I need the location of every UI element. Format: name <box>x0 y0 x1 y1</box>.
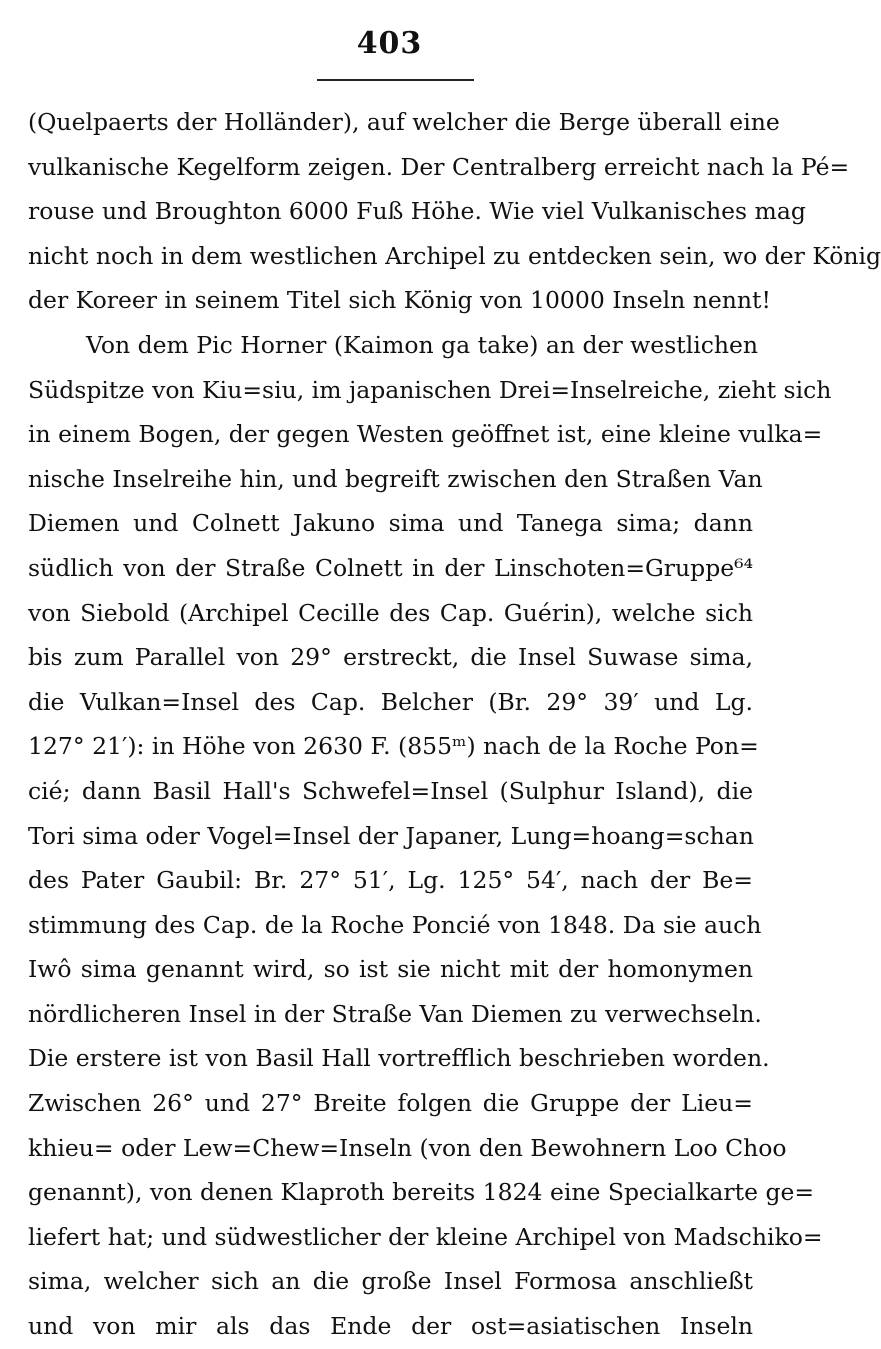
text-line: der Koreer in seinem Titel sich König von 10000 Inseln nennt! <box>28 286 771 315</box>
text-line: Die erstere ist von Basil Hall vortrefflich beschrieben worden. <box>28 1044 770 1073</box>
text-line: nicht noch in dem westlichen Archipel zu entdecken sein, wo der König <box>28 241 881 270</box>
text-line: nördlicheren Insel in der Straße Van Diemen zu verwechseln. <box>28 999 762 1028</box>
page-number: 403 <box>356 26 423 61</box>
text-line: liefert hat; und südwestlicher der kleine Archipel von Madschiko= <box>28 1222 823 1251</box>
text-line: Von dem Pic Horner (Kaimon ga take) an der westlichen <box>86 330 759 359</box>
text-line: in einem Bogen, der gegen Westen geöffnet ist, eine kleine vulka= <box>28 420 823 449</box>
text-line: (Quelpaerts der Holländer), auf welcher die Berge überall eine <box>28 108 780 136</box>
text-line: Diemen und Colnett Jakuno sima und Tanega sima; dann <box>28 509 753 538</box>
header-rule <box>317 79 474 81</box>
text-line: cié; dann Basil Hall's Schwefel=Insel (Sulphur Island), die <box>28 776 753 805</box>
text-line: 127° 21′): in Höhe von 2630 F. (855ᵐ) nach de la Roche Pon= <box>28 732 759 761</box>
text-line: nische Inselreihe hin, und begreift zwischen den Straßen Van <box>28 464 763 493</box>
text-line: khieu= oder Lew=Chew=Inseln (von den Bewohnern Loo Choo <box>28 1133 787 1162</box>
text-line: rouse und Broughton 6000 Fuß Höhe. Wie viel Vulkanisches mag <box>28 197 806 226</box>
text-line: stimmung des Cap. de la Roche Poncié von 1848. Da sie auch <box>28 910 762 939</box>
text-line: südlich von der Straße Colnett in der Linschoten=Gruppe⁶⁴ <box>28 553 753 582</box>
text-line: die Vulkan=Insel des Cap. Belcher (Br. 29° 39′ und Lg. <box>28 687 753 716</box>
text-line: des Pater Gaubil: Br. 27° 51′, Lg. 125° 54′, nach der Be= <box>28 866 753 895</box>
text-line: Tori sima oder Vogel=Insel der Japaner, Lung=hoang=schan <box>28 821 754 850</box>
text-line: Südspitze von Kiu=siu, im japanischen Drei=Inselreiche, zieht sich <box>28 375 832 404</box>
text-line: sima, welcher sich an die große Insel Formosa anschließt <box>28 1267 753 1296</box>
body-text <box>28 100 881 1349</box>
text-line: vulkanische Kegelform zeigen. Der Centralberg erreicht nach la Pé= <box>28 152 850 181</box>
text-line: Zwischen 26° und 27° Breite folgen die Gruppe der Lieu= <box>28 1089 753 1118</box>
text-line: und von mir als das Ende der ost=asiatischen Inseln <box>28 1312 753 1341</box>
text-line: bis zum Parallel von 29° erstreckt, die Insel Suwase sima, <box>28 643 753 672</box>
text-line: Iwô sima genannt wird, so ist sie nicht mit der homonymen <box>28 955 753 984</box>
text-line: genannt), von denen Klaproth bereits 1824 eine Specialkarte ge= <box>28 1178 815 1207</box>
text-line: von Siebold (Archipel Cecille des Cap. Guérin), welche sich <box>28 598 753 627</box>
